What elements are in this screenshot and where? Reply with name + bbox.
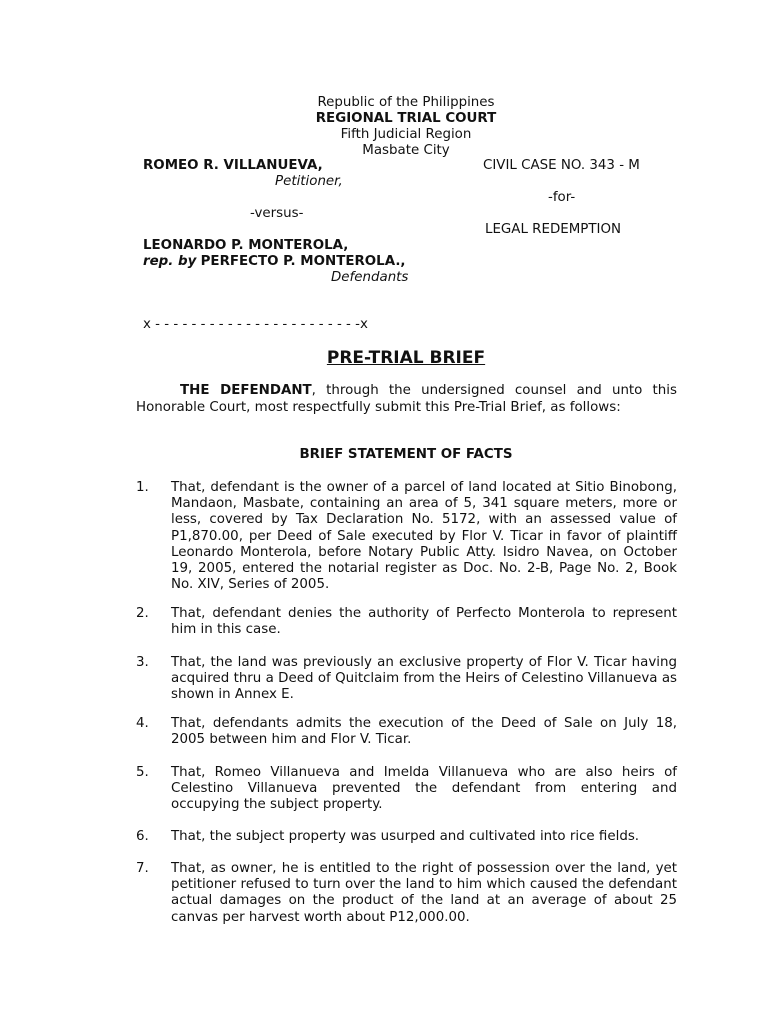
fact-text: That, defendants admits the execution of the Deed of Sale on July 18, 2005 between him and Flor V. Ticar. [171, 716, 677, 748]
fact-number: 5. [136, 765, 149, 780]
section-heading: BRIEF STATEMENT OF FACTS [299, 447, 513, 462]
fact-text: That, defendant denies the authority of Perfecto Monterola to represent him in this case. [171, 606, 677, 638]
fact-text: That, the land was previously an exclusive property of Flor V. Ticar having acquired thru a Deed of Quitclaim from the Heirs of Celestino Villanueva as shown in Annex E. [171, 655, 677, 703]
versus-label: -versus- [250, 206, 304, 221]
fact-item [136, 606, 677, 638]
case-nature: LEGAL REDEMPTION [485, 222, 622, 237]
fact-number: 2. [136, 606, 149, 621]
fact-item [136, 480, 677, 593]
fact-text: That, Romeo Villanueva and Imelda Villanueva who are also heirs of Celestino Villanueva prevented the defendant from entering and occupying the subject property. [171, 765, 677, 813]
fact-number: 7. [136, 861, 149, 876]
petitioner-role: Petitioner, [275, 174, 343, 189]
header-republic: Republic of the Philippines [317, 95, 495, 110]
case-number: CIVIL CASE NO. 343 - M [483, 158, 640, 173]
header-region: Fifth Judicial Region [340, 127, 472, 142]
fact-number: 3. [136, 655, 149, 670]
representative-name: PERFECTO P. MONTEROLA., [200, 254, 406, 269]
for-label: -for- [548, 190, 576, 205]
rep-by-label: rep. by [143, 254, 197, 269]
fact-item [136, 765, 677, 814]
fact-text: That, defendant is the owner of a parcel of land located at Sitio Binobong, Mandaon, Masbate, containing an area of 5, 341 square meters, more or less, covered by Tax Declaration No. 5172, with an assessed value of P1,870.00, per Deed of Sale executed by Flor V. Ticar in favor of plaintiff Leonardo Monterola, before Notary Public Atty. Isidro Navea, on October 19, 2005, entered the notarial register as Doc. No. 2-B, Page No. 2, Book No. XIV, Series of 2005. [171, 480, 677, 593]
intro-lead: THE DEFENDANT [180, 383, 312, 398]
intro-text: , through the undersigned counsel and unto this Honorable Court, most respectfully submit this Pre-Trial Brief, as follows: [136, 383, 677, 415]
representative-line [143, 254, 406, 269]
fact-text: That, as owner, he is entitled to the right of possession over the land, yet petitioner refused to turn over the land to him which caused the defendant actual damages on the product of the land at an average of about 25 canvas per harvest worth about P12,000.00. [171, 861, 677, 925]
fact-item [136, 655, 677, 704]
header-city: Masbate City [362, 143, 450, 158]
caption-separator: x - - - - - - - - - - - - - - - - - - - - - - -x [143, 317, 368, 332]
defendant-role: Defendants [331, 270, 409, 285]
intro-paragraph [136, 382, 677, 416]
defendant-name: LEONARDO P. MONTEROLA, [143, 238, 349, 253]
petitioner-name: ROMEO R. VILLANUEVA, [143, 158, 323, 173]
fact-text: That, the subject property was usurped and cultivated into rice fields. [171, 829, 640, 844]
fact-item [136, 829, 677, 845]
fact-number: 1. [136, 480, 149, 495]
fact-number: 4. [136, 716, 149, 731]
document-title: PRE-TRIAL BRIEF [326, 348, 486, 368]
fact-number: 6. [136, 829, 149, 844]
fact-item [136, 716, 677, 748]
header-court: REGIONAL TRIAL COURT [315, 111, 497, 126]
fact-item [136, 861, 677, 926]
